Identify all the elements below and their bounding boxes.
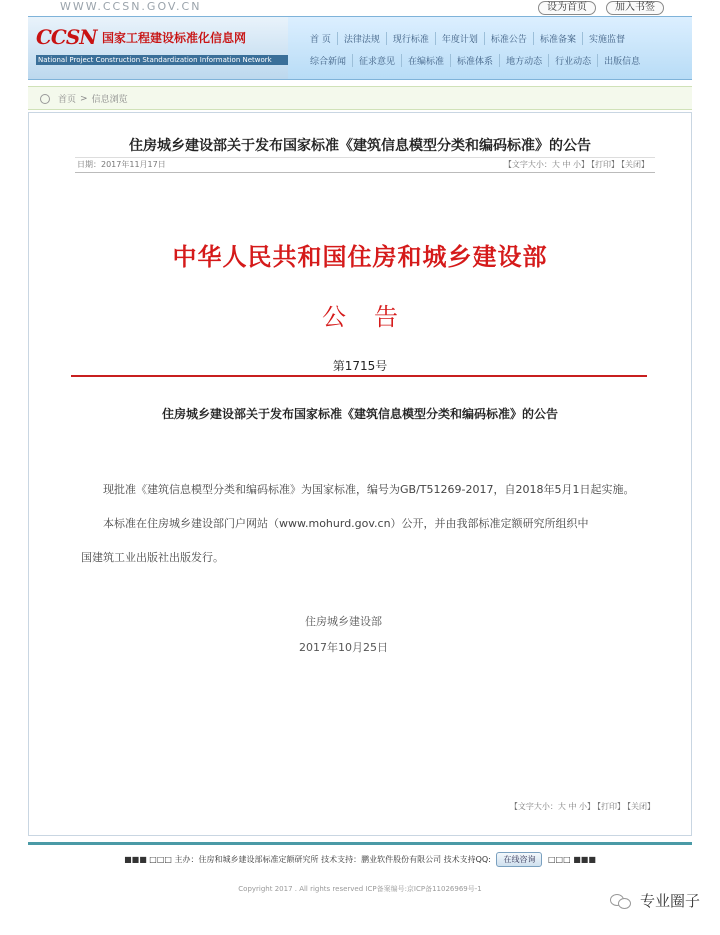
nav-laws[interactable]: 法律法规 xyxy=(338,32,387,45)
top-bar xyxy=(0,0,720,16)
signature-org: 住房城乡建设部 xyxy=(305,615,382,628)
notice-heading: 公告 xyxy=(322,303,426,331)
close-link-bottom[interactable]: 【关闭】 xyxy=(627,802,655,811)
nav-news[interactable]: 综合新闻 xyxy=(304,54,353,67)
paragraph-2: 本标准在住房城乡建设部门户网站（www.mohurd.gov.cn）公开，并由我部标准定额研究所组织中 xyxy=(103,517,589,530)
nav-announcements[interactable]: 标准公告 xyxy=(485,32,534,45)
nav-row-1 xyxy=(304,27,692,49)
nav-row-2 xyxy=(304,49,692,71)
notice-subtitle: 住房城乡建设部关于发布国家标准《建筑信息模型分类和编码标准》的公告 xyxy=(161,407,558,421)
online-consult-button[interactable]: 在线咨询 xyxy=(496,852,542,867)
font-size-control[interactable]: 【文字大小：大 中 小】 xyxy=(503,160,589,169)
nav-local[interactable]: 地方动态 xyxy=(500,54,549,67)
article-tools xyxy=(502,159,649,170)
article-container xyxy=(28,112,692,836)
nav-home[interactable]: 首 页 xyxy=(304,32,338,45)
site-header xyxy=(28,16,692,80)
wechat-icon xyxy=(610,892,632,910)
paragraph-2-cont: 国建筑工业出版社出版发行。 xyxy=(81,551,224,564)
footer-info xyxy=(0,852,720,867)
notice-number: 第1715号 xyxy=(332,359,388,373)
close-link[interactable]: 【关闭】 xyxy=(621,160,649,169)
nav-system[interactable]: 标准体系 xyxy=(451,54,500,67)
nav-drafting[interactable]: 在编标准 xyxy=(402,54,451,67)
nav-filing[interactable]: 标准备案 xyxy=(534,32,583,45)
nav-supervision[interactable]: 实施监督 xyxy=(588,34,625,45)
red-divider xyxy=(71,375,647,377)
footer-copyright: Copyright 2017 . All rights reserved ICP备案编号:京ICP备11026969号-1 xyxy=(238,885,482,893)
top-links xyxy=(538,1,664,15)
home-icon xyxy=(40,94,50,104)
breadcrumb-separator: > xyxy=(80,93,88,104)
print-link[interactable]: 【打印】 xyxy=(591,160,619,169)
article-meta xyxy=(75,157,655,173)
footer-host: 主办：住房和城乡建设部标准定额研究所 技术支持：鹏业软件股份有限公司 技术支持QQ: xyxy=(174,855,491,864)
paragraph-1: 现批准《建筑信息模型分类和编码标准》为国家标准，编号为GB/T51269-2017，自2018年5月1日起实施。 xyxy=(103,483,635,496)
logo-mark: CCSN xyxy=(36,25,97,49)
nav-industry[interactable]: 行业动态 xyxy=(549,54,598,67)
site-url: WWW.CCSN.GOV.CN xyxy=(60,0,202,13)
footer-divider xyxy=(28,842,692,845)
add-bookmark-link[interactable]: 加入书签 xyxy=(606,1,664,15)
nav-publishing[interactable]: 出版信息 xyxy=(604,56,641,67)
footer-right-marks: □□□ ■■■ xyxy=(548,855,596,864)
breadcrumb xyxy=(40,92,128,105)
font-size-control-bottom[interactable]: 【文字大小：大 中 小】 xyxy=(509,802,595,811)
signature xyxy=(299,609,388,661)
breadcrumb-current: 信息浏览 xyxy=(91,95,128,105)
notice-body xyxy=(81,473,641,575)
watermark xyxy=(610,890,700,911)
main-nav xyxy=(304,17,692,71)
article-tools-bottom xyxy=(508,801,655,812)
nav-comments[interactable]: 征求意见 xyxy=(353,54,402,67)
breadcrumb-bar xyxy=(28,86,692,110)
set-homepage-link[interactable]: 设为首页 xyxy=(538,1,596,15)
issuing-org: 中华人民共和国住房和城乡建设部 xyxy=(172,243,548,271)
nav-current-standards[interactable]: 现行标准 xyxy=(387,32,436,45)
page-title: 住房城乡建设部关于发布国家标准《建筑信息模型分类和编码标准》的公告 xyxy=(129,138,591,154)
article-date: 日期：2017年11月17日 xyxy=(77,160,166,169)
watermark-text: 专业圈子 xyxy=(639,892,700,910)
logo-subtitle: National Project Construction Standardization Information Network xyxy=(36,55,288,65)
footer-left-marks: ■■■ □□□ xyxy=(124,855,172,864)
print-link-bottom[interactable]: 【打印】 xyxy=(597,802,625,811)
signature-date: 2017年10月25日 xyxy=(299,641,388,654)
breadcrumb-home[interactable]: 首页 xyxy=(58,95,77,105)
nav-annual-plan[interactable]: 年度计划 xyxy=(436,32,485,45)
site-logo[interactable] xyxy=(28,17,288,79)
logo-title: 国家工程建设标准化信息网 xyxy=(102,31,247,45)
